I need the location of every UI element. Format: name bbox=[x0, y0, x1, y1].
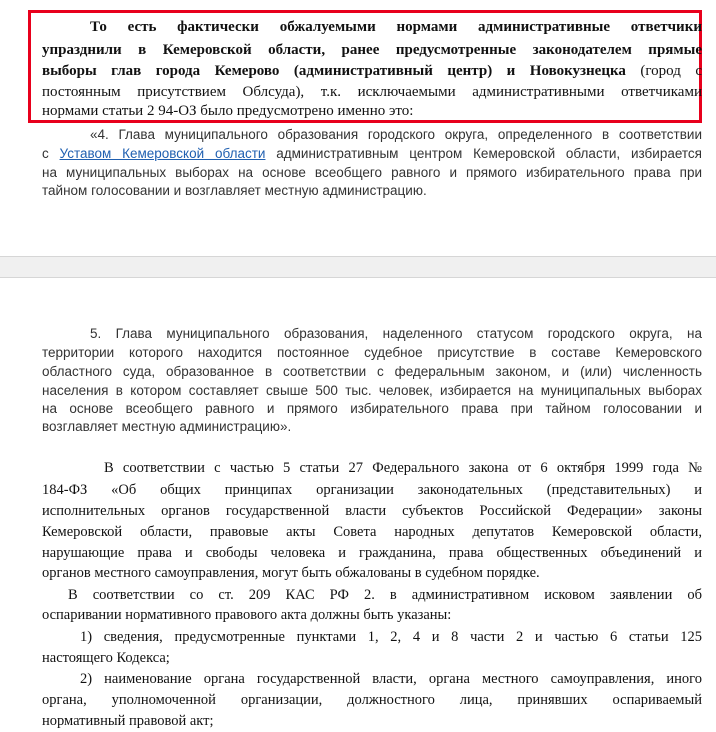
quote5-line-2: территории которого находится постоянное судебное присутствие в составе Кемеровского bbox=[42, 345, 702, 360]
charter-link[interactable]: Уставом Кемеровской области bbox=[59, 146, 266, 161]
body-line-1: В соответствии с частью 5 статьи 27 Федерального закона от 6 октября 1999 года № bbox=[104, 460, 702, 476]
document-page-top bbox=[0, 0, 716, 256]
body-line-8: оспаривании нормативного правового акта должны быть указаны: bbox=[42, 607, 452, 623]
quote5-line-3: областного суда, образованное в соответствии с федеральным законом, и (или) численность bbox=[42, 364, 702, 379]
body-line-12: органа, уполномоченной организации, должностного лица, принявших оспариваемый bbox=[42, 692, 702, 708]
quote5-line-6: возглавляет местную администрацию». bbox=[42, 419, 292, 434]
body-line-11: 2) наименование органа государственной власти, органа местного самоуправления, иного bbox=[80, 671, 702, 687]
highlight-line-2: упразднили в Кемеровской области, ранее предусмотренные законодателем прямые bbox=[42, 42, 702, 58]
body-line-3: исполнительных органов государственной власти субъектов Российской Федерации» законы bbox=[42, 503, 702, 519]
quote5-line-4: населения в котором составляет свыше 500 тыс. человек, избирается на муниципальных выборах bbox=[42, 383, 702, 398]
quote4-line-3: на муниципальных выборах на основе всеобщего равного и прямого избирательного права при bbox=[42, 165, 702, 180]
highlight-line-1: То есть фактически обжалуемыми нормами административные ответчики bbox=[90, 19, 702, 35]
quote4-line-1: «4. Глава муниципального образования городского округа, определенного в соответствии bbox=[90, 127, 702, 142]
body-line-7: В соответствии со ст. 209 КАС РФ 2. в административном исковом заявлении об bbox=[68, 587, 702, 603]
highlight-line-5: нормами статьи 2 94-ОЗ было предусмотрено именно это: bbox=[42, 103, 414, 119]
page-separator bbox=[0, 256, 716, 278]
body-line-5: нарушающие права и свободы человека и гражданина, права общественных объединений и bbox=[42, 545, 702, 561]
body-line-4: Кемеровской области, правовые акты Совета народных депутатов Кемеровской области, bbox=[42, 524, 702, 540]
quote4-line-2: с Уставом Кемеровской области административным центром Кемеровской области, избирается bbox=[42, 146, 702, 161]
body-line-13: нормативный правовой акт; bbox=[42, 713, 214, 729]
quote5-line-5: на основе всеобщего равного и прямого избирательного права при тайном голосовании и bbox=[42, 401, 702, 416]
highlight-line-4: постоянным присутствием Облсуда), т.к. исключаемыми административными ответчиками bbox=[42, 84, 702, 100]
body-line-9: 1) сведения, предусмотренные пунктами 1, 2, 4 и 8 части 2 и частью 6 статьи 125 bbox=[80, 629, 702, 645]
body-line-10: настоящего Кодекса; bbox=[42, 650, 170, 666]
quote4-line-4: тайном голосовании и возглавляет местную администрацию. bbox=[42, 183, 427, 198]
highlight-line-3: выборы глав города Кемерово (административный центр) и Новокузнецка (город с bbox=[42, 63, 702, 79]
quote5-line-1: 5. Глава муниципального образования, наделенного статусом городского округа, на bbox=[90, 326, 702, 341]
body-line-2: 184-ФЗ «Об общих принципах организации законодательных (представительных) и bbox=[42, 482, 702, 498]
body-line-6: органов местного самоуправления, могут быть обжалованы в судебном порядке. bbox=[42, 565, 540, 581]
